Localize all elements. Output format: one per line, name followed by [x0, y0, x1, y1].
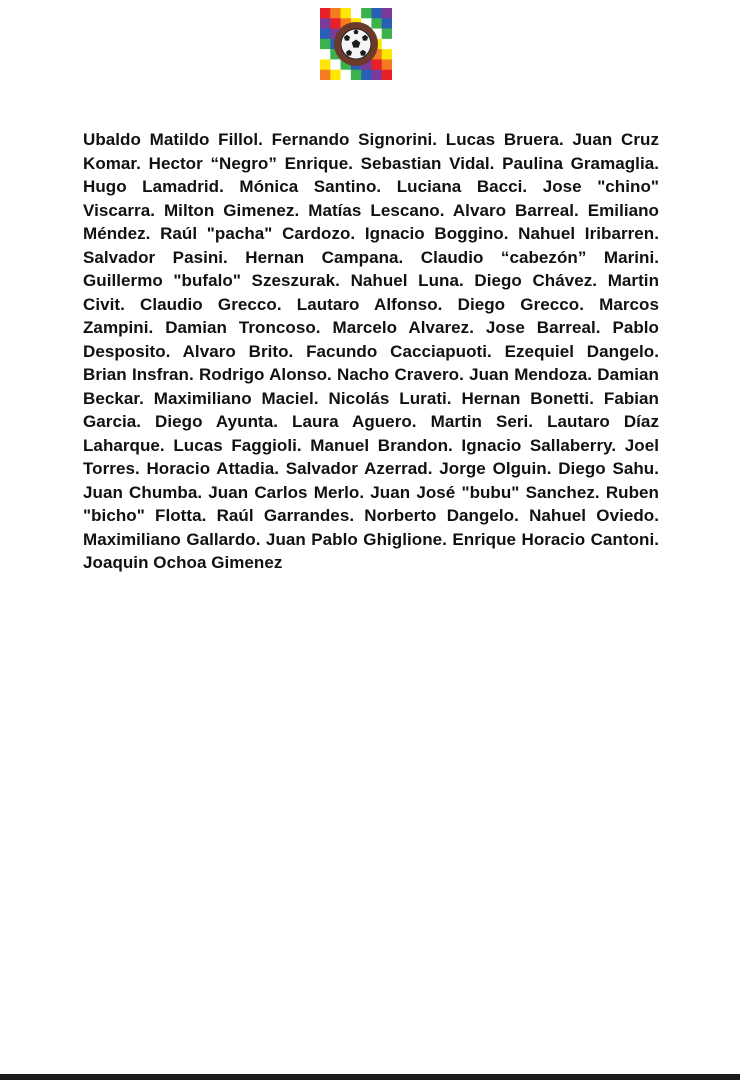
names-list-paragraph: Ubaldo Matildo Fillol. Fernando Signorini. Lucas Bruera. Juan Cruz Komar. Hector “Negro” Enrique. Sebastian Vidal. Paulina Gramaglia. Hugo Lamadrid. Mónica Santino. Luciana Bacci. Jose "chino" Viscarra. Milton Gimenez. Matías Lescano. Alvaro Barreal. Emiliano Méndez. Raúl "pacha" Cardozo. Ignacio Boggino. Nahuel Iribarren. Salvador Pasini. Hernan Campana. Claudio “cabezón” Marini. Guillermo "bufalo" Szeszurak. Nahuel Luna. Diego Chávez. Martin Civit. Claudio Grecco. Lautaro Alfonso. Diego Grecco. Marcos Zampini. Damian Troncoso. Marcelo Alvarez. Jose Barreal. Pablo Desposito. Alvaro Brito. Facundo Cacciapuoti. Ezequiel Dangelo. Brian Insfran. Rodrigo Alonso. Nacho Cravero. Juan Mendoza. Damian Beckar. Maximiliano Maciel. Nicolás Lurati. Hernan Bonetti. Fabian Garcia. Diego Ayunta. Laura Aguero. Martin Seri. Lautaro Díaz Laharque. Lucas Faggioli. Manuel Brandon. Ignacio Sallaberry. Joel Torres. Horacio Attadia. Salvador Azerrad. Jorge Olguin. Diego Sahu. Juan Chumba. Juan Carlos Merlo. Juan José "bubu" Sanchez. Ruben "bicho" Flotta. Raúl Garrandes. Norberto Dangelo. Nahuel Oviedo. Maximiliano Gallardo. Juan Pablo Ghiglione. Enrique Horacio Cantoni. Joaquin Ochoa Gimenez: [83, 130, 659, 572]
wiphala-flag-with-ball-icon: [320, 8, 392, 80]
bottom-edge-bar: [0, 1074, 740, 1080]
